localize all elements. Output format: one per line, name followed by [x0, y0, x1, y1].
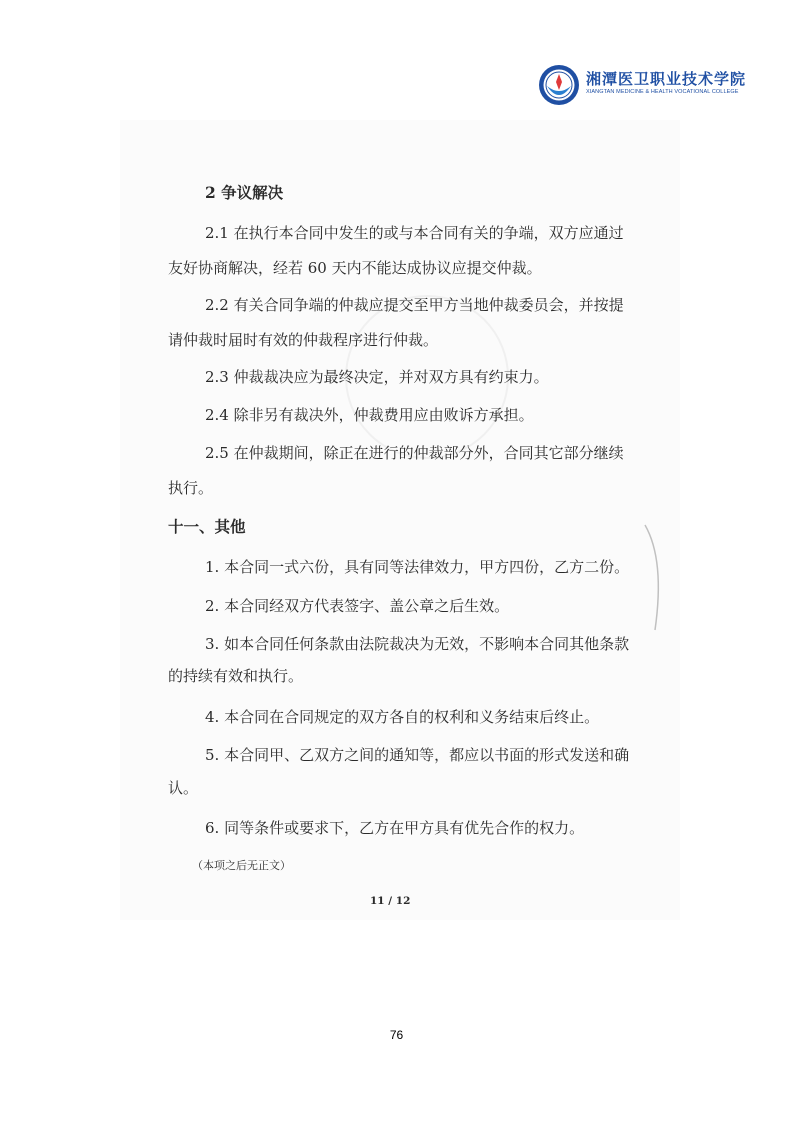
clause-2-2: 2.2 有关合同争端的仲裁应提交至甲方当地仲裁委员会，并按提	[205, 296, 624, 314]
item-6: 6. 同等条件或要求下，乙方在甲方具有优先合作的权力。	[205, 819, 585, 837]
item-3: 3. 如本合同任何条款由法院裁决为无效，不影响本合同其他条款	[205, 635, 630, 653]
clause-2-1: 2.1 在执行本合同中发生的或与本合同有关的争端，双方应通过	[205, 224, 624, 242]
section-heading-dispute: 2 争议解决	[205, 183, 284, 202]
college-name-cn: 湘潭医卫职业技术学院	[586, 70, 747, 88]
clause-2-5-cont: 执行。	[168, 479, 214, 497]
clause-2-1-cont: 友好协商解决，经若 60 天内不能达成协议应提交仲裁。	[168, 259, 542, 277]
item-2: 2. 本合同经双方代表签字、盖公章之后生效。	[205, 597, 510, 615]
clause-2-2-cont: 请仲裁时届时有效的仲裁程序进行仲裁。	[168, 331, 439, 349]
page-number: 76	[389, 1028, 404, 1042]
scan-page-number: 11 / 12	[370, 895, 411, 907]
college-name-en: XIANGTAN MEDICINE & HEALTH VOCATIONAL COLLEGE	[586, 89, 739, 95]
item-1: 1. 本合同一式六份，具有同等法律效力，甲方四份，乙方二份。	[205, 558, 630, 576]
clause-2-5: 2.5 在仲裁期间，除正在进行的仲裁部分外，合同其它部分继续	[205, 444, 624, 462]
item-5-cont: 认。	[168, 779, 199, 797]
clause-2-4: 2.4 除非另有裁决外，仲裁费用应由败诉方承担。	[205, 406, 534, 424]
item-5: 5. 本合同甲、乙双方之间的通知等，都应以书面的形式发送和确	[205, 746, 630, 764]
end-of-text-note: （本项之后无正文）	[192, 859, 291, 872]
item-3-cont: 的持续有效和执行。	[168, 667, 304, 685]
section-heading-other: 十一、其他	[168, 517, 246, 536]
clause-2-3: 2.3 仲裁裁决应为最终决定，并对双方具有约束力。	[205, 368, 549, 386]
item-4: 4. 本合同在合同规定的双方各自的权利和义务结束后终止。	[205, 708, 600, 726]
